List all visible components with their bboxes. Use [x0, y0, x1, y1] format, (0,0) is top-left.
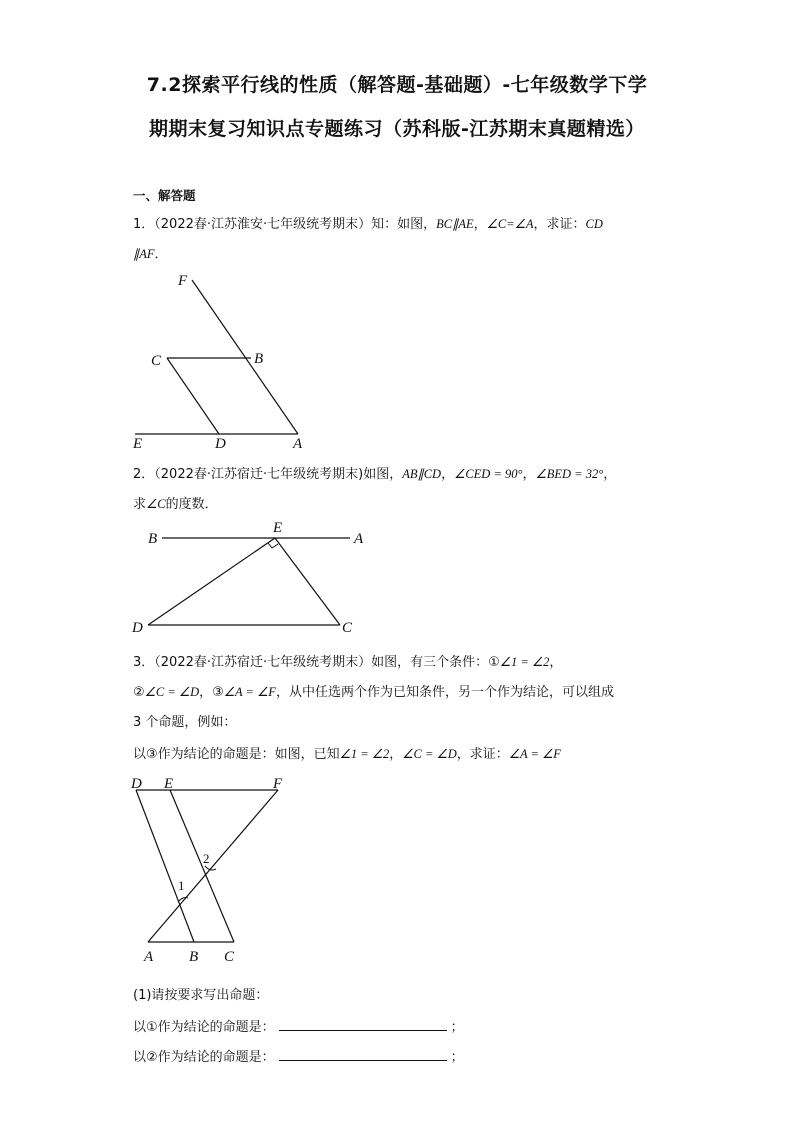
q2-line2-post: 的度数．	[165, 497, 218, 512]
q2-sep1: ，	[441, 467, 455, 482]
q1-statement-line1	[133, 213, 603, 232]
q1-line-cd	[167, 358, 219, 434]
q2-math-ab-cd: AB∥CD	[402, 467, 442, 481]
q3-statement-line4	[133, 743, 561, 762]
q3-line4-math1: ∠1 = ∠2	[339, 747, 390, 761]
q1-label-c: C	[151, 353, 162, 369]
q3-blank1-label: 以①作为结论的命题是：	[133, 1020, 275, 1035]
q1-math-af: ∥AF	[133, 247, 155, 261]
q2-line2-pre: 求	[133, 497, 147, 512]
q2-label-e: E	[273, 520, 283, 536]
q1-label-e: E	[133, 436, 143, 452]
q2-label-d: D	[132, 620, 143, 636]
q1-figure	[130, 265, 330, 455]
q3-statement-line1	[133, 651, 562, 670]
q2-label-c: C	[342, 620, 353, 636]
q1-math-angle-c-a: ∠C=∠A	[486, 217, 534, 231]
q3-line1-prefix: 3．（2022春·江苏宿迁·七年级统考期末）如图，有三个条件：①	[133, 655, 500, 670]
q3-math-angle-c-d: ∠C = ∠D	[144, 685, 200, 699]
q3-label-e: E	[164, 776, 174, 792]
q3-line4-mid: ，求证：	[456, 747, 509, 762]
q3-line4-sep: ，	[389, 747, 403, 762]
q3-line-db	[136, 790, 194, 942]
q2-statement-line2	[133, 493, 218, 512]
q1-label-b: B	[254, 351, 264, 367]
section-heading: 一、解答题	[133, 188, 196, 203]
q3-label-c: C	[224, 949, 235, 965]
q2-line-ed	[148, 538, 275, 625]
q3-blank-line-1	[133, 1016, 464, 1035]
q3-label-f: F	[273, 776, 283, 792]
q3-math-angle-1-2: ∠1 = ∠2	[499, 655, 550, 669]
q3-label-a: A	[144, 949, 154, 965]
q1-sep: ，	[473, 217, 487, 232]
q2-statement-line1	[133, 463, 616, 482]
q1-label-a: A	[293, 436, 303, 452]
q2-label-a: A	[354, 531, 364, 547]
q3-blank1-end: ；	[450, 1020, 464, 1035]
q3-line4-math3: ∠A = ∠F	[508, 747, 561, 761]
q3-figure	[128, 772, 298, 967]
q3-line2-pre: ②	[133, 685, 145, 700]
q2-right-angle-mark	[268, 543, 278, 548]
q2-math-ced: ∠CED = 90°	[454, 467, 523, 481]
q2-end: ，	[603, 467, 617, 482]
page-title-line2: 期期末复习知识点专题练习（苏科版-江苏期末真题精选）	[149, 118, 645, 140]
q1-math-bc-ae: BC∥AE	[436, 217, 474, 231]
q3-label-b: B	[189, 949, 199, 965]
q2-math-bed: ∠BED = 32°	[535, 467, 604, 481]
q1-label-d: D	[215, 436, 226, 452]
q2-figure	[130, 518, 370, 638]
q3-line-af	[148, 790, 278, 942]
q3-statement-line2	[133, 681, 614, 700]
q2-label-b: B	[148, 531, 158, 547]
q3-statement-line3: 3 个命题，例如：	[133, 715, 237, 730]
q2-line-ec	[275, 538, 340, 625]
q3-blank-line-2	[133, 1046, 464, 1065]
q3-sub1-heading: (1)请按要求写出命题：	[133, 988, 269, 1003]
q3-label-d: D	[131, 776, 142, 792]
q3-label-2: 2	[203, 851, 210, 866]
q2-prefix: 2．（2022春·江苏宿迁·七年级统考期末)如图，	[133, 467, 403, 482]
q3-math-angle-a-f: ∠A = ∠F	[223, 685, 276, 699]
q3-blank2-end: ；	[450, 1050, 464, 1065]
q3-line1-end: ，	[549, 655, 563, 670]
q1-statement-line2	[133, 243, 168, 262]
q3-label-1: 1	[178, 878, 185, 893]
q3-answer-blank-1[interactable]	[279, 1018, 447, 1031]
q1-math-cd: CD	[585, 217, 603, 231]
q3-line2-post: ，从中任选两个作为已知条件，另一个作为结论，可以组成	[275, 685, 614, 700]
q1-mid: ，求证：	[533, 217, 586, 232]
q3-answer-blank-2[interactable]	[279, 1048, 447, 1061]
q3-line-ec	[170, 790, 234, 942]
q1-prefix: 1．（2022春·江苏淮安·七年级统考期末）知：如图，	[133, 217, 437, 232]
q3-line4-pre: 以③作为结论的命题是：如图，已知	[133, 747, 340, 762]
q3-line2-mid: ，③	[199, 685, 224, 700]
q2-sep2: ，	[522, 467, 536, 482]
q1-label-f: F	[178, 273, 188, 289]
page-title-line1: 7.2探索平行线的性质（解答题-基础题）-七年级数学下学	[146, 74, 648, 96]
q1-end: ．	[154, 247, 168, 262]
q1-line-fa	[192, 280, 298, 434]
q3-line4-math2: ∠C = ∠D	[402, 747, 457, 761]
q2-math-angle-c: ∠C	[146, 497, 166, 511]
q3-blank2-label: 以②作为结论的命题是：	[133, 1050, 275, 1065]
